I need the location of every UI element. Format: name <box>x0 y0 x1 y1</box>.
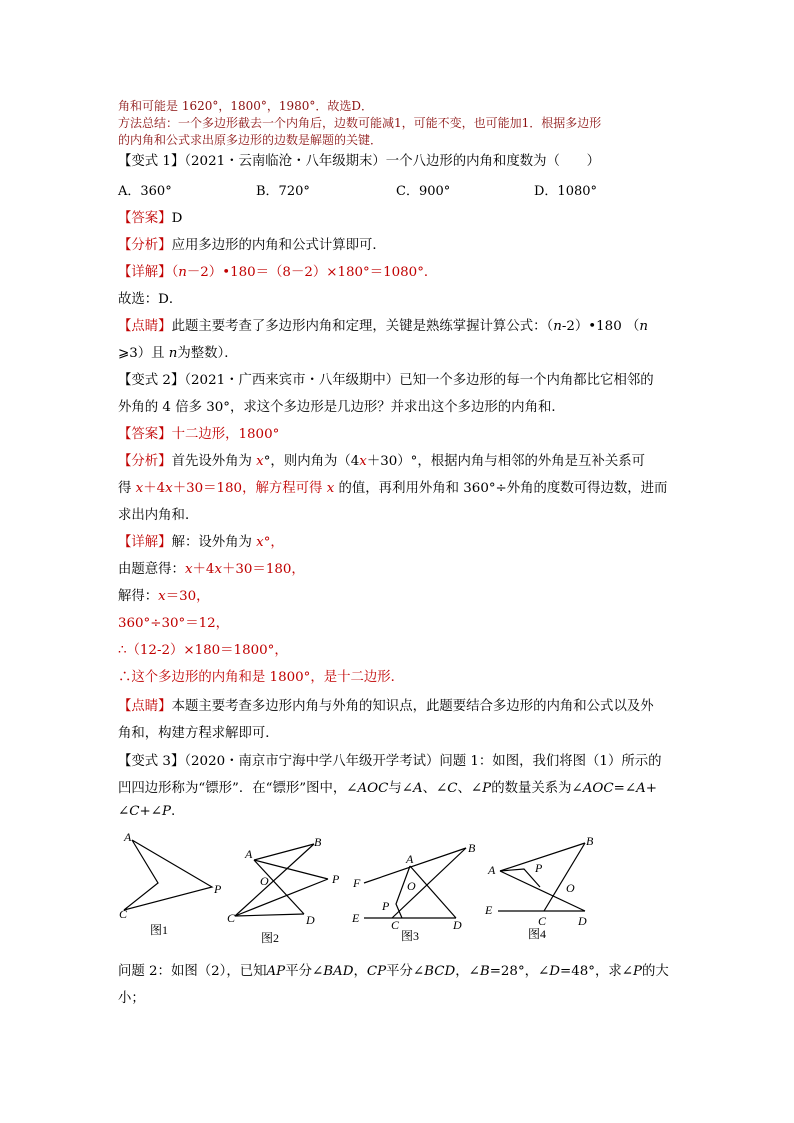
q-text: 凹四边形称为“镖形”．在“镖形”图中，∠ <box>118 781 358 796</box>
var-aoc: AOC <box>357 781 389 796</box>
fig4-label-p: P <box>535 861 543 875</box>
fig2-caption: 图2 <box>261 931 280 945</box>
intro-line-3: 的内角和公式求出原多边形的边数是解题的关键． <box>118 133 383 147</box>
variant2-analysis-2 <box>118 477 667 496</box>
detail-open: （ <box>171 265 179 280</box>
variant1-detail <box>118 261 437 280</box>
variant2-question-2: 外角的 4 倍多 30°，求这个多边形是几边形？并求出这个多边形的内角和． <box>118 400 565 415</box>
var-cp: CP <box>366 964 387 979</box>
analysis-text: °，则内角为（4 <box>263 454 360 469</box>
var-c: C <box>447 781 458 796</box>
q-text: =∠ <box>613 781 637 796</box>
var-p: P <box>482 781 492 796</box>
variant3-tag: 【变式 3】 <box>118 754 185 769</box>
answer-tag: 【答案】 <box>118 211 172 226</box>
detail-tag: 【详解】 <box>118 535 172 550</box>
variant3-question-3: ∠C+∠P. <box>118 804 176 819</box>
detail-text: 解得： <box>118 589 159 604</box>
variant2-tag: 【变式 2】 <box>118 373 185 388</box>
variant2-comment-1 <box>118 695 654 714</box>
var-aoc: AOC <box>582 781 614 796</box>
fig2-label-o: O <box>260 874 269 888</box>
fig3-label-d: D <box>453 918 462 932</box>
comment-text: 本题主要考查多边形内角与外角的知识点，此题要结合多边形的内角和公式以及外 <box>171 699 654 714</box>
fig3-label-a: A <box>406 852 414 866</box>
fig2-label-a: A <box>245 847 253 861</box>
fig4-label-d: D <box>578 914 587 928</box>
fig2-label-c: C <box>227 911 236 925</box>
var-p: P <box>632 964 642 979</box>
comment-text-2a: ⩾3）且 <box>118 346 169 361</box>
var-d: D <box>549 964 561 979</box>
q-text: 的大 <box>642 964 669 979</box>
fig3-label-p: P <box>382 899 390 913</box>
comment-n: n <box>553 319 562 334</box>
analysis-text: 的值，再利用外角和 360°÷外角的度数可得边数，进而 <box>334 481 668 496</box>
detail-n: n <box>178 265 187 280</box>
variant1-tag: 【变式 1】 <box>118 154 185 169</box>
variant2-analysis-3: 求出内角和． <box>118 508 199 523</box>
option-b: B．720° <box>256 184 310 199</box>
var-bad: BAD <box>323 964 354 979</box>
variant2-comment-2: 角和，构建方程求解即可． <box>118 726 279 741</box>
variant3-source: （2020・南京市宁海中学八年级开学考试）问题 1：如图，我们将图（1）所示的 <box>184 754 662 769</box>
variant3-question-5: 小； <box>118 991 145 1006</box>
fig4-label-a: A <box>488 863 496 877</box>
variant3-question-4: 问题 2：如图（2），已知AP平分∠BAD，CP平分∠BCD，∠B=28°，∠D=48°，求∠P的大 <box>118 964 669 979</box>
detail-text: °， <box>263 535 284 550</box>
variant1-analysis <box>118 234 386 253</box>
fig1-label-a: A <box>124 830 132 844</box>
var-x: x <box>135 481 144 496</box>
q-text: 的数量关系为∠ <box>491 781 583 796</box>
comment-tag: 【点睛】 <box>118 319 172 334</box>
var-x: x <box>256 535 264 550</box>
detail-text: ＝30， <box>165 589 210 604</box>
fig3-label-e: E <box>352 911 360 925</box>
detail-text: ＋30＝180， <box>222 562 305 577</box>
analysis-text: 首先设外角为 <box>171 454 257 469</box>
intro-line-1: 角和可能是 1620°，1800°，1980°．故选D． <box>118 99 374 113</box>
var-x: x <box>158 589 166 604</box>
q-text: =28°，∠ <box>489 964 550 979</box>
comment-n3: n <box>168 346 178 361</box>
intro-line-2: 方法总结：一个多边形截去一个内角后，边数可能减1，可能不变，也可能加1．根据多边形 <box>118 116 602 130</box>
answer-value: 十二边形，1800° <box>171 427 280 442</box>
variant2-answer <box>118 423 279 442</box>
analysis-text: ＋30＝180，解方程可得 <box>172 481 327 496</box>
fig1-label-p: P <box>214 882 222 896</box>
comment-text-1: 此题主要考查了多边形内角和定理，关键是熟练掌握计算公式：（ <box>171 319 554 334</box>
comment-text-2b: 为整数）． <box>177 346 238 361</box>
variant1-comment-1 <box>118 315 648 334</box>
var-x: x <box>256 454 264 469</box>
q-text: 与∠ <box>388 781 413 796</box>
fig2-label-b: B <box>314 835 322 849</box>
fig1-label-c: C <box>119 907 128 921</box>
variant1-comment-2 <box>118 342 238 361</box>
option-d: D．1080° <box>534 184 598 199</box>
fig3-label-c: C <box>391 918 400 932</box>
option-c: C．900° <box>396 184 451 199</box>
analysis-text: 应用多边形的内角和公式计算即可． <box>171 238 386 253</box>
fig4-label-o: O <box>566 881 575 895</box>
q-text: 问题 2：如图（2），已知 <box>118 964 267 979</box>
detail-text: ＋4 <box>192 562 215 577</box>
var-p: P <box>161 804 171 819</box>
variant1-choose: 故选：D． <box>118 292 183 307</box>
var-a: A <box>413 781 423 796</box>
var-ap: AP <box>266 964 286 979</box>
q-text: =48°，求∠ <box>560 964 633 979</box>
fig3-label-f: F <box>353 876 361 890</box>
fig4-caption: 图4 <box>528 927 547 941</box>
variant3-question-2: 凹四边形称为“镖形”．在“镖形”图中，∠AOC与∠A、∠C、∠P的数量关系为∠AOC=∠A+ <box>118 781 658 796</box>
variant1-answer <box>118 207 182 226</box>
fig3-label-o: O <box>407 879 416 893</box>
variant2-question-1 <box>118 369 654 388</box>
analysis-text: 得 <box>118 481 136 496</box>
answer-value: D <box>171 211 183 226</box>
variant2-detail-5: ∴（12-2）×180＝1800°， <box>118 643 288 658</box>
detail-text: －2）•180＝（8－2）×180°＝1080°． <box>186 265 438 280</box>
var-c: C <box>129 804 140 819</box>
fig4-shape <box>498 843 585 911</box>
q-text: 平分∠ <box>386 964 425 979</box>
fig2-label-p: P <box>332 872 340 886</box>
variant2-detail-3 <box>118 585 210 604</box>
fig4-label-b: B <box>586 834 594 848</box>
fig3-caption: 图3 <box>401 929 420 943</box>
analysis-text: ＋4 <box>143 481 166 496</box>
variant2-source: （2021・广西来宾市・八年级期中）已知一个多边形的每一个内角都比它相邻的 <box>184 373 654 388</box>
detail-text: 由题意得： <box>118 562 185 577</box>
variant2-detail-1 <box>118 531 284 550</box>
fig1-shape <box>124 840 212 910</box>
variant1-question <box>118 150 600 169</box>
variant2-analysis-1 <box>118 450 645 469</box>
var-x: x <box>214 562 222 577</box>
var-x: x <box>359 454 367 469</box>
analysis-tag: 【分析】 <box>118 238 172 253</box>
analysis-text: ＋30）°，根据内角与相邻的外角是互补关系可 <box>366 454 646 469</box>
var-x: x <box>184 562 193 577</box>
comment-tag: 【点睛】 <box>118 699 172 714</box>
var-bcd: BCD <box>424 964 456 979</box>
variant2-detail-6: ∴这个多边形的内角和是 1800°，是十二边形． <box>118 670 405 685</box>
fig4-label-c: C <box>538 914 547 928</box>
comment-text-1b: -2）•180 （ <box>561 319 640 334</box>
variant3-question-1 <box>118 750 662 769</box>
detail-tag: 【详解】 <box>118 265 172 280</box>
fig3-label-b: B <box>468 841 476 855</box>
detail-text: 解：设外角为 <box>171 535 257 550</box>
var-b: B <box>479 964 490 979</box>
fig2-label-d: D <box>306 913 315 927</box>
fig4-label-e: E <box>485 903 493 917</box>
var-x: x <box>165 481 173 496</box>
var-x: x <box>326 481 335 496</box>
fig1-caption: 图1 <box>150 923 169 937</box>
answer-tag: 【答案】 <box>118 427 172 442</box>
option-a: A．360° <box>118 184 172 199</box>
variant2-detail-4: 360°÷30°＝12， <box>118 616 230 631</box>
variant2-detail-2 <box>118 558 305 577</box>
q-text: 平分∠ <box>285 964 324 979</box>
figures-svg <box>110 826 610 950</box>
var-a: A <box>636 781 646 796</box>
comment-n2: n <box>639 319 648 334</box>
variant1-source: （2021・云南临沧・八年级期末）一个八边形的内角和度数为（ ） <box>184 154 601 169</box>
analysis-tag: 【分析】 <box>118 454 172 469</box>
